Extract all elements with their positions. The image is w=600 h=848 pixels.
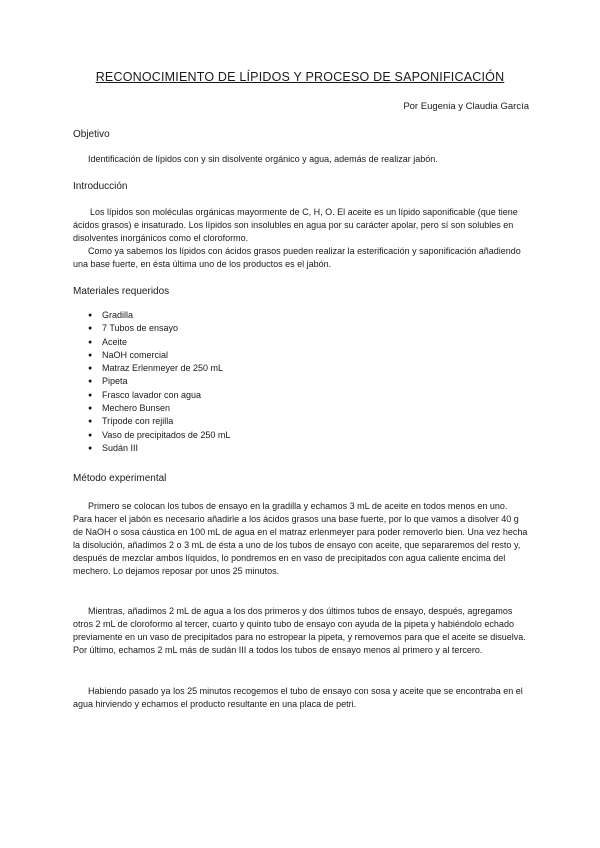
material-item [73, 309, 230, 322]
bullet-icon: ● [88, 351, 93, 359]
heading-introduccion: Introducción [73, 181, 128, 192]
bullet-icon: ● [88, 378, 93, 386]
material-item [73, 402, 230, 415]
material-label: Matraz Erlenmeyer de 250 mL [102, 363, 224, 374]
metodo-paragraph-2-block [73, 605, 528, 657]
metodo-paragraph-3-block [73, 685, 528, 711]
heading-objetivo: Objetivo [73, 129, 110, 140]
document-author: Por Eugenia y Claudia García [403, 101, 529, 112]
material-item [73, 336, 230, 349]
material-item [73, 349, 230, 362]
bullet-icon: ● [88, 312, 93, 319]
material-item [73, 322, 230, 335]
introduccion-body [73, 206, 528, 271]
material-label: Mechero Bunsen [102, 403, 171, 414]
material-item [73, 442, 230, 455]
objetivo-text [73, 153, 543, 166]
material-label: Aceite [102, 336, 128, 347]
metodo-paragraph-1-block [73, 500, 528, 578]
document-title: RECONOCIMIENTO DE LÍPIDOS Y PROCESO DE SAPONIFICACIÓN [95, 70, 505, 84]
material-item [73, 389, 230, 402]
material-label: 7 Tubos de ensayo [102, 323, 179, 334]
introduccion-paragraph-2: Como ya sabemos los lípidos con ácidos grasos pueden realizar la esterificación y saponificación añadiendo una base fuerte, en ésta última uno de los productos es el jabón. [73, 246, 521, 269]
materials-list [73, 309, 230, 455]
material-item [73, 415, 230, 428]
metodo-paragraph-2: Mientras, añadimos 2 mL de agua a los dos primeros y dos últimos tubos de ensayo, después, agregamos otros 2 mL de cloroformo al tercer, cuarto y quinto tubo de ensayo con ayuda de la pipeta y habiéndolo echado previamente en un vaso de precipitados para no estropear la pipeta, y removemos para que el aceite se disuelva. Por último, echamos 2 mL más de sudán III a todos los tubos de ensayo menos al primero y al tercero. [73, 606, 526, 655]
material-label: Pipeta [102, 376, 128, 387]
material-label: Trípode con rejilla [102, 416, 174, 427]
material-item [73, 429, 230, 442]
bullet-icon: ● [88, 418, 93, 426]
objetivo-paragraph: Identificación de lípidos con y sin disolvente orgánico y agua, además de realizar jabón. [88, 154, 438, 164]
material-label: Frasco lavador con agua [102, 389, 202, 400]
metodo-paragraph-1: Primero se colocan los tubos de ensayo en la gradilla y echamos 3 mL de aceite en todos menos en uno. Para hacer el jabón es necesario añadirle a los ácidos grasos una base fuerte, por lo que vamos a disolver 40 g de NaOH o sosa cáustica en 100 mL de agua en el matraz erlenmeyer para poder removerlo bien. Una vez hecha la disolución, añadimos 2 o 3 mL de ésta a uno de los tubos de ensayo con aceite, que separaremos del resto y, después de mezclar ambos líquidos, lo pondremos en en vaso de precipitados con agua caliente encima del mechero. Lo dejamos reposar por unos 25 minutos. [73, 501, 528, 576]
bullet-icon: ● [88, 444, 93, 452]
bullet-icon: ● [88, 325, 93, 333]
heading-metodo: Método experimental [73, 473, 167, 484]
heading-materiales: Materiales requeridos [73, 286, 170, 297]
bullet-icon: ● [88, 391, 93, 399]
material-label: Vaso de precipitados de 250 mL [102, 429, 231, 440]
material-label: Gradilla [102, 310, 134, 320]
bullet-icon: ● [88, 405, 93, 413]
material-label: NaOH comercial [102, 349, 169, 360]
bullet-icon: ● [88, 365, 93, 373]
material-label: Sudán III [102, 442, 139, 453]
material-item [73, 362, 230, 375]
bullet-icon: ● [88, 431, 93, 439]
bullet-icon: ● [88, 338, 93, 346]
introduccion-paragraph-1: Los lípidos son moléculas orgánicas mayormente de C, H, O. El aceite es un lípido saponificable (que tiene ácidos grasos) e insaturado. Los lípidos son insolubles en agua por su carácter apolar, pero sí son solubles en disolventes inorgánicos como el cloroformo. [73, 207, 518, 243]
material-item [73, 375, 230, 388]
metodo-paragraph-3: Habiendo pasado ya los 25 minutos recogemos el tubo de ensayo con sosa y aceite que se encontraba en el agua hirviendo y echamos el producto resultante en una placa de petri. [73, 686, 523, 709]
